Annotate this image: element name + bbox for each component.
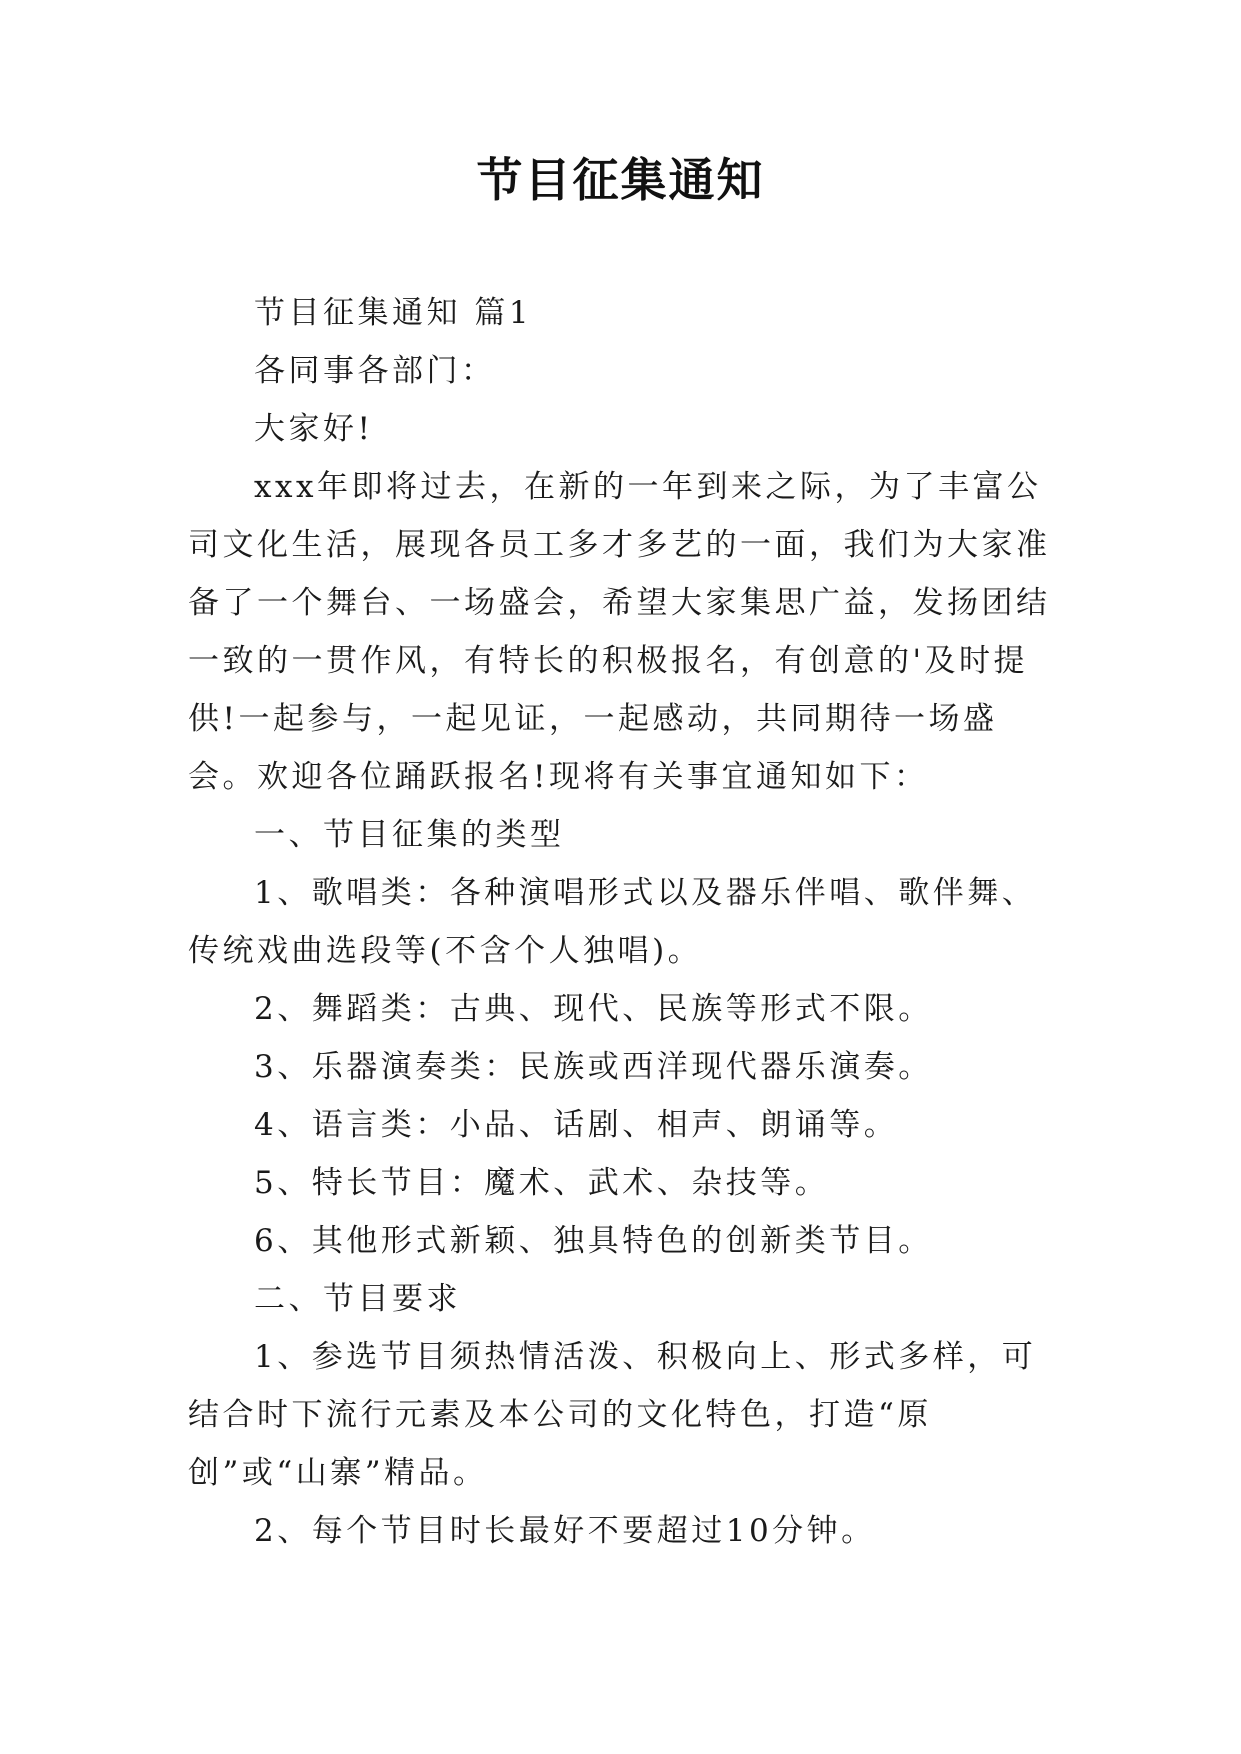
heading-program-types: 一、节目征集的类型 [254, 817, 565, 853]
list-item: 3、乐器演奏类：民族或西洋现代器乐演奏。 [254, 1049, 933, 1085]
list-item: 2、每个节目时长最好不要超过10分钟。 [254, 1513, 876, 1549]
intro-paragraph: xxx年即将过去，在新的一年到来之际，为了丰富公司文化生活，展现各员工多才多艺的一面，我们为大家准备了一个舞台、一场盛会，希望大家集思广益，发扬团结一致的一贯作风，有特长的积极报名，有创意的'及时提供!一起参与，一起见证，一起感动，共同期待一场盛会。欢迎各位踊跃报名!现将有关事宜通知如下： [188, 469, 1051, 795]
greeting: 大家好! [254, 411, 374, 447]
salutation: 各同事各部门： [254, 353, 496, 389]
list-item: 4、语言类：小品、话剧、相声、朗诵等。 [254, 1107, 899, 1143]
document-body [188, 284, 1058, 1560]
list-item: 1、参选节目须热情活泼、积极向上、形式多样，可结合时下流行元素及本公司的文化特色，打造“原创”或“山寨”精品。 [188, 1339, 1037, 1491]
list-item: 5、特长节目：魔术、武术、杂技等。 [254, 1165, 830, 1201]
document-title: 节目征集通知 [476, 153, 765, 207]
section-heading: 节目征集通知 篇1 [254, 295, 533, 331]
list-item: 6、其他形式新颖、独具特色的创新类节目。 [254, 1223, 933, 1259]
list-item: 1、歌唱类：各种演唱形式以及器乐伴唱、歌伴舞、传统戏曲选段等(不含个人独唱)。 [188, 875, 1037, 969]
heading-program-requirements: 二、节目要求 [254, 1281, 461, 1317]
list-item: 2、舞蹈类：古典、现代、民族等形式不限。 [254, 991, 933, 1027]
